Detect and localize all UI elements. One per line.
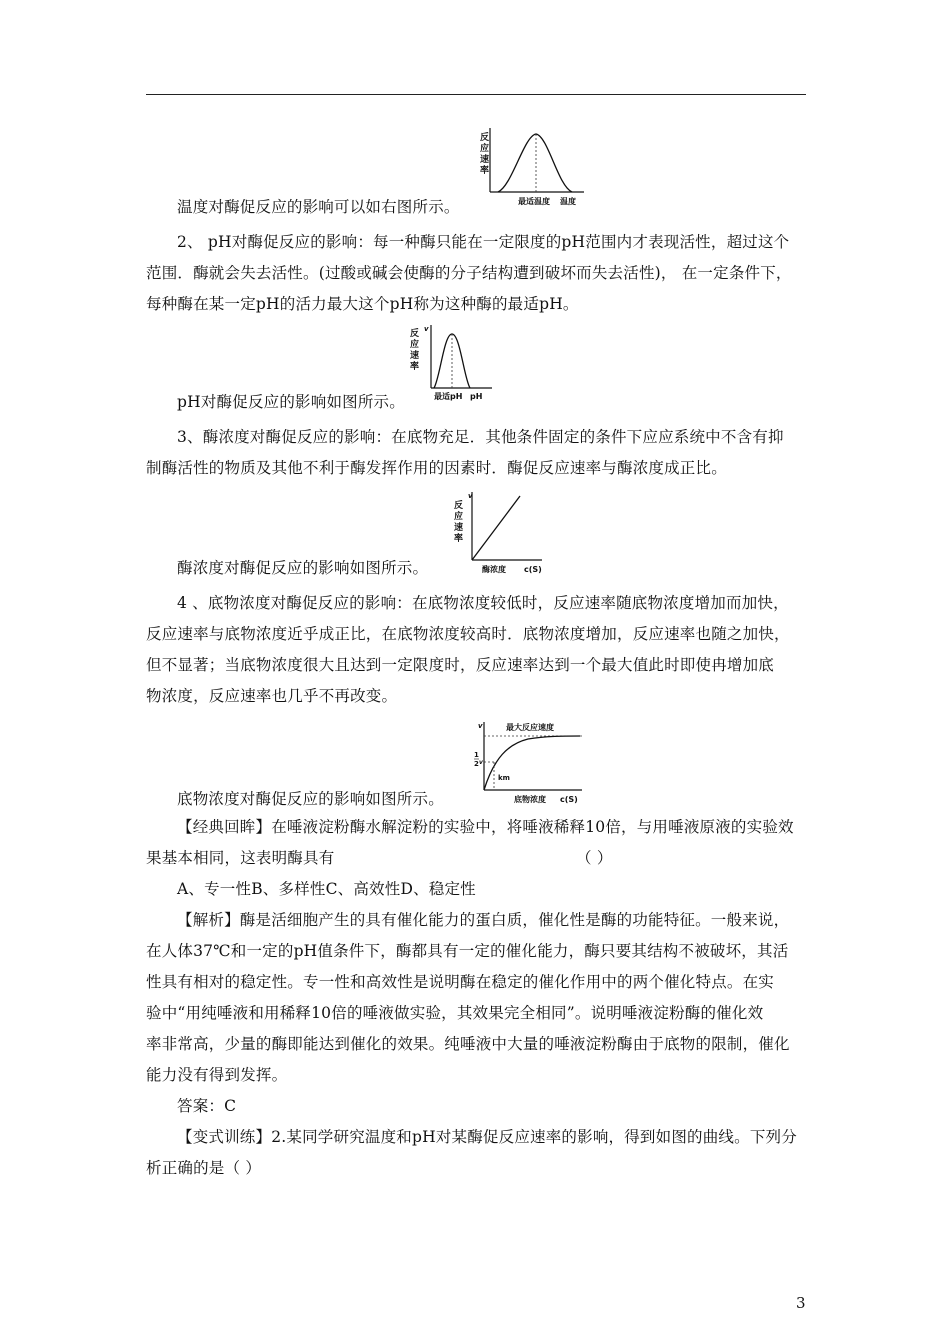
ylabel-v: v (424, 325, 429, 333)
paragraph-line: 范围．酶就会失去活性。(过酸或碱会使酶的分子结构遭到破坏而失去活性)， 在一定条件下， (146, 264, 792, 282)
substrate-concentration-figure (474, 718, 586, 808)
paragraph-line: 每种酶在某一定pH的活力最大这个pH称为这种酶的最适pH。 (146, 295, 579, 313)
x-name-label: 酶浓度 (482, 565, 506, 574)
ylabel-v: v (468, 492, 473, 500)
paragraph-line: 在人体37℃和一定的pH值条件下，酶都具有一定的催化能力，酶只要其结构不被破坏，其活 (146, 942, 789, 960)
page-number: 3 (796, 1294, 806, 1312)
ylabel-v: v (478, 722, 483, 730)
km-label: km (498, 774, 510, 782)
ylabel-char: 反 (454, 501, 464, 511)
paragraph-line: 2、 pH对酶促反应的影响：每一种酶只能在一定限度的pH范围内才表现活性，超过这个 (177, 233, 790, 251)
enzyme-concentration-figure (452, 488, 544, 578)
paragraph-line: 率非常高，少量的酶即能达到催化的效果。纯唾液中大量的唾液淀粉酶由于底物的限制，催化 (146, 1035, 790, 1053)
ylabel-char: 速 (480, 155, 490, 165)
bell-curve (498, 134, 572, 192)
paragraph-line: 【变式训练】2.某同学研究温度和pH对某酶促反应速率的影响，得到如图的曲线。下列分 (177, 1128, 797, 1146)
paragraph-line: 底物浓度对酶促反应的影响如图所示。 (177, 790, 444, 808)
paragraph-line: 能力没有得到发挥。 (146, 1066, 288, 1084)
x-name-label: 底物浓度 (514, 795, 546, 804)
paragraph-line: 物浓度，反应速率也几乎不再改变。 (146, 687, 398, 705)
x-optimum-label: 最适温度 (518, 197, 550, 206)
x-axis-label: c(S) (524, 565, 542, 574)
ylabel-char: 速 (410, 351, 420, 361)
header-rule (146, 94, 806, 95)
paragraph-line: 【经典回眸】在唾液淀粉酶水解淀粉的实验中，将唾液稀释10倍，与用唾液原液的实验效 (177, 818, 794, 836)
paragraph-line: 析正确的是（ ） (146, 1159, 262, 1177)
half-denominator: 2 (474, 760, 479, 768)
paragraph-line: 验中“用纯唾液和用稀释10倍的唾液做实验，其效果完全相同”。说明唾液淀粉酶的催化效 (146, 1004, 764, 1022)
paragraph-line: 性具有相对的稳定性。专一性和高效性是说明酶在稳定的催化作用中的两个催化特点。在实 (146, 973, 775, 991)
ylabel-char: 应 (454, 512, 464, 522)
x-axis-label: c(S) (560, 795, 578, 804)
paragraph-line: 酶浓度对酶促反应的影响如图所示。 (177, 559, 429, 577)
max-velocity-label: 最大反应速度 (506, 723, 554, 732)
ylabel-char: 率 (454, 534, 464, 544)
ylabel-char: 率 (480, 166, 490, 176)
half-numerator: 1 (474, 751, 479, 759)
ylabel-char: 应 (410, 340, 420, 350)
x-axis-label: pH (470, 392, 483, 401)
paragraph-line: pH对酶促反应的影响如图所示。 (177, 393, 405, 411)
linear-line (472, 496, 520, 560)
x-optimum-label: 最适pH (434, 392, 463, 401)
ylabel-char: 速 (454, 523, 464, 533)
paragraph-line: 【解析】酶是活细胞产生的具有催化能力的蛋白质，催化性是酶的功能特征。一般来说， (177, 911, 790, 929)
answer-bracket: （ ） (576, 849, 613, 867)
temperature-curve-figure (474, 126, 586, 212)
paragraph-line: 温度对酶促反应的影响可以如右图所示。 (177, 198, 460, 216)
ylabel-char: 反 (480, 133, 490, 143)
ylabel-char: 率 (410, 362, 420, 372)
ph-curve-figure (408, 322, 494, 404)
answer-line: 答案：C (177, 1097, 237, 1115)
choices-line: A、专一性B、多样性C、高效性D、稳定性 (177, 880, 476, 898)
paragraph-line: 制酶活性的物质及其他不利于酶发挥作用的因素时．酶促反应速率与酶浓度成正比。 (146, 459, 727, 477)
half-v-label: v (479, 759, 483, 766)
paragraph-line: 但不显著；当底物浓度很大且达到一定限度时，反应速率达到一个最大值此时即使冉增加底 (146, 656, 775, 674)
ylabel-char: 反 (410, 329, 420, 339)
paragraph-line: 反应速率与底物浓度近乎成正比，在底物浓度较高时．底物浓度增加，反应速率也随之加快， (146, 625, 790, 643)
paragraph-line: 果基本相同，这表明酶具有 (146, 849, 335, 867)
paragraph-line: 3、酶浓度对酶促反应的影响：在底物充足．其他条件固定的条件下应应系统中不含有抑 (177, 428, 784, 446)
x-axis-label: 温度 (560, 197, 576, 206)
ylabel-char: 应 (480, 144, 490, 154)
paragraph-line: 4 、底物浓度对酶促反应的影响：在底物浓度较低时，反应速率随底物浓度增加而加快， (177, 594, 789, 612)
